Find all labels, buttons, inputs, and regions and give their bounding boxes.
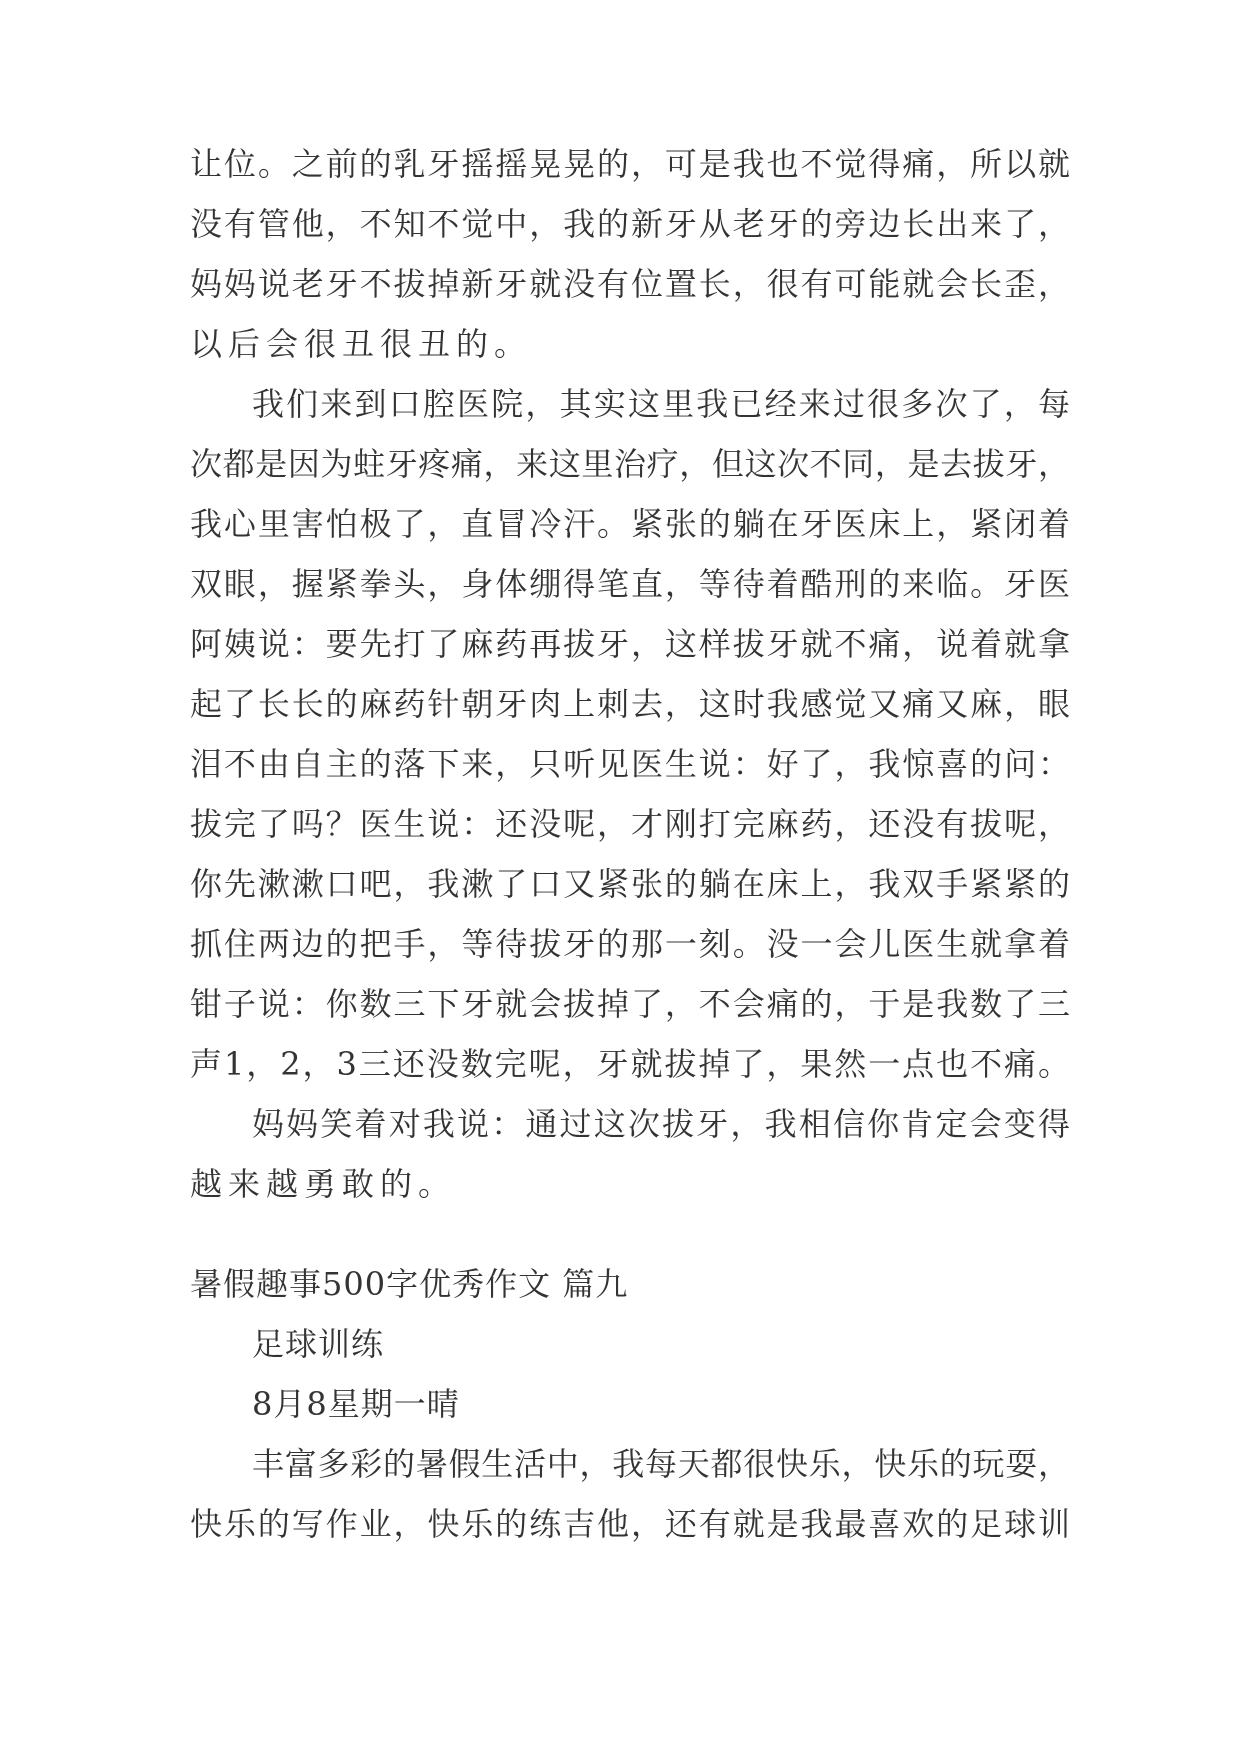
paragraph-line: 越来越勇敢的。 [190, 1165, 457, 1203]
section-heading: 暑假趣事500字优秀作文 篇九 [190, 1265, 629, 1303]
paragraph-line: 抓住两边的把手，等待拔牙的那一刻。没一会儿医生就拿着 [190, 925, 1070, 963]
paragraph-line: 没有管他，不知不觉中，我的新牙从老牙的旁边长出来了， [190, 205, 1070, 243]
essay-title: 足球训练 [252, 1325, 385, 1363]
paragraph-line: 以后会很丑很丑的。 [190, 325, 533, 363]
paragraph-line: 起了长长的麻药针朝牙肉上刺去，这时我感觉又痛又麻，眼 [190, 685, 1070, 723]
diary-date: 8月8星期一晴 [252, 1385, 460, 1423]
paragraph-line: 快乐的写作业，快乐的练吉他，还有就是我最喜欢的足球训 [190, 1505, 1070, 1543]
paragraph-line: 阿姨说：要先打了麻药再拔牙，这样拔牙就不痛，说着就拿 [190, 625, 1070, 663]
paragraph-line: 我心里害怕极了，直冒冷汗。紧张的躺在牙医床上，紧闭着 [190, 505, 1070, 543]
paragraph-line: 丰富多彩的暑假生活中，我每天都很快乐，快乐的玩耍， [252, 1445, 1070, 1483]
paragraph-line: 我们来到口腔医院，其实这里我已经来过很多次了，每 [252, 385, 1070, 423]
paragraph-line: 妈妈笑着对我说：通过这次拔牙，我相信你肯定会变得 [252, 1105, 1070, 1143]
paragraph-line: 声1，2，3三还没数完呢，牙就拔掉了，果然一点也不痛。 [190, 1045, 1070, 1083]
paragraph-line: 泪不由自主的落下来，只听见医生说：好了，我惊喜的问： [190, 745, 1070, 783]
paragraph-line: 拔完了吗？医生说：还没呢，才刚打完麻药，还没有拔呢， [190, 805, 1070, 843]
paragraph-line: 钳子说：你数三下牙就会拔掉了，不会痛的，于是我数了三 [190, 985, 1070, 1023]
paragraph-line: 双眼，握紧拳头，身体绷得笔直，等待着酷刑的来临。牙医 [190, 565, 1070, 603]
paragraph-line: 让位。之前的乳牙摇摇晃晃的，可是我也不觉得痛，所以就 [190, 145, 1070, 183]
paragraph-line: 妈妈说老牙不拔掉新牙就没有位置长，很有可能就会长歪， [190, 265, 1070, 303]
paragraph-line: 次都是因为蛀牙疼痛，来这里治疗，但这次不同，是去拔牙， [190, 445, 1070, 483]
paragraph-line: 你先漱漱口吧，我漱了口又紧张的躺在床上，我双手紧紧的 [190, 865, 1070, 903]
